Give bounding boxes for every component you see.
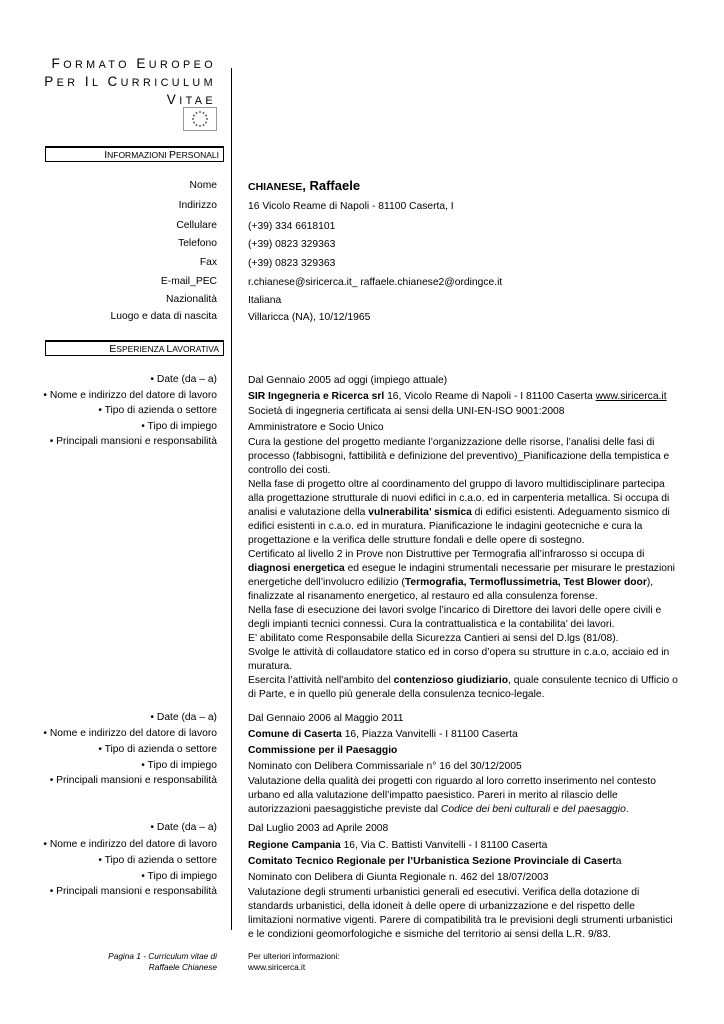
- job3-duties: Valutazione degli strumenti urbanistici generali ed esecutivi. Verifica della dotazione di standards urbanistici, della idoneit à delle opere di urbanizzazione e del rispetto delle limitazioni normative vigenti. Parere di compatibilità tra le previsioni degli strumenti urbanistici e le condizioni geomorfologiche e sismiche del territorio ai sensi della L.R. 9/83.: [248, 887, 673, 940]
- job2-duties-label: • Principali mansioni e responsabilità: [49, 775, 217, 786]
- job3-type-label: • Tipo di impiego: [141, 871, 217, 882]
- job1-sector-label: • Tipo di azienda o settore: [98, 405, 217, 416]
- email-value[interactable]: r.chianese@siricerca.it_ raffaele.chianese2@ordingce.it: [248, 277, 503, 288]
- job2-type: Nominato con Delibera Commissariale n° 16 del 30/12/2005: [248, 761, 522, 772]
- job1-type-label: • Tipo di impiego: [141, 421, 217, 432]
- job2-sector-label: • Tipo di azienda o settore: [98, 744, 217, 755]
- job1-employer: SIR Ingegneria e Ricerca srl 16, Vicolo Reame di Napoli - I 81100 Caserta www.siricerca.it: [248, 391, 667, 402]
- job1-date: Dal Gennaio 2005 ad oggi (impiego attuale): [248, 375, 448, 386]
- nationality-label: Nazionalità: [166, 294, 217, 305]
- job2-employer-label: • Nome e indirizzo del datore di lavoro: [43, 728, 217, 739]
- job3-date-label: • Date (da – a): [150, 822, 217, 833]
- phone-value: (+39) 0823 329363: [248, 239, 336, 250]
- job1-date-label: • Date (da – a): [150, 374, 217, 385]
- employer-website-link[interactable]: www.siricerca.it: [595, 391, 667, 402]
- nationality-value: Italiana: [248, 295, 282, 306]
- job2-duties: Valutazione della qualità dei progetti con riguardo al loro corretto inserimento nel contesto urbano ed alla valutazione dell’impatto paesistico. Pareri in merito al rilascio delle autorizzazioni paesaggistiche previste dal Codice dei beni culturali e del paesaggio.: [248, 776, 656, 815]
- job2-sector: Commissione per il Paesaggio: [248, 745, 398, 756]
- job3-sector: Comitato Tecnico Regionale per l’Urbanistica Sezione Provinciale di Caserta: [248, 856, 622, 867]
- eu-flag-icon: [183, 107, 217, 131]
- full-name: CHIANESE, Raffaele: [248, 178, 361, 193]
- job2-date-label: • Date (da – a): [150, 712, 217, 723]
- cv-title-line3: VITAE: [166, 92, 216, 107]
- job2-employer: Comune di Caserta 16, Piazza Vanvitelli - I 81100 Caserta: [248, 729, 518, 740]
- address-label: Indirizzo: [178, 200, 217, 211]
- job3-sector-label: • Tipo di azienda o settore: [98, 855, 217, 866]
- section-work-experience: ESPERIENZA LAVORATIVA: [45, 340, 224, 356]
- email-label: E-mail_PEC: [160, 276, 217, 287]
- footer-contact: Per ulteriori informazioni: www.siricerca.it: [248, 951, 340, 972]
- fax-value: (+39) 0823 329363: [248, 258, 336, 269]
- job1-duties: Cura la gestione del progetto mediante l’organizzazione delle risorse, l’analisi delle fasi di processo (fabbisogni, fattibilità e definizione del preventivo)_Pianificazione della tempistica e controllo dei costi. Nella fase di progetto oltre al coordinamento del gruppo di lavoro multidisciplinare partecipa alla progettazione strutturale di nuovi edifici in c.a.o. ed in carpenteria metallica. Si occupa di analisi e valutazione della vulnerabilita’ sismica di edifici esistenti. Adeguamento sismico di edifici esistenti in c.a.o. ed in muratura. Pianificazione le indagini geotecniche e cura la progettazione e la verifica delle strutture fondali e delle opere di sostegno. Certificato al livello 2 in Prove non Distruttive per Termografia all’infrarosso si occupa di diagnosi energetica ed esegue le indagini strumentali necessarie per misurare le prestazioni energetiche dell’involucro edilizio (Termografia, Termoflussimetria, Test Blower door), finalizzate al risanamento energetico, al restauro ed alla consulenza forense. Nella fase di esecuzione dei lavori svolge l’incarico di Direttore dei lavori delle opere civili e degli impianti tecnici connessi. Cura la contrattualistica e la contabilita’ dei lavori. E’ abilitato come Responsabile della Sicurezza Cantieri ai sensi del D.lgs (81/08). Svolge le attività di collaudatore statico ed in corso d’opera su strutture in c.a.o, acciaio ed in muratura. Esercita l’attività nell'ambito del contenzioso giudiziario, quale consulente tecnico di Ufficio o di Parte, e in quello più generale della consulenza tecnico-legale.: [248, 437, 678, 700]
- job3-duties-label: • Principali mansioni e responsabilità: [49, 886, 217, 897]
- cv-title-line1: FORMATO EUROPEO: [51, 56, 216, 71]
- job3-employer-label: • Nome e indirizzo del datore di lavoro: [43, 839, 217, 850]
- job2-type-label: • Tipo di impiego: [141, 760, 217, 771]
- job3-type: Nominato con Delibera di Giunta Regionale n. 462 del 18/07/2003: [248, 872, 549, 883]
- mobile-value: (+39) 334 6618101: [248, 221, 336, 232]
- section-personal-info: INFORMAZIONI PERSONALI: [45, 146, 224, 162]
- cv-title-line2: PER IL CURRICULUM: [44, 74, 216, 89]
- job1-sector: Società di ingegneria certificata ai sensi della UNI-EN-ISO 9001:2008: [248, 406, 565, 417]
- mobile-label: Cellulare: [176, 220, 217, 231]
- birth-label: Luogo e data di nascita: [110, 311, 217, 322]
- job3-employer: Regione Campania 16, Via C. Battisti Vanvitelli - I 81100 Caserta: [248, 840, 548, 851]
- address-value: 16 Vicolo Reame di Napoli - 81100 Caserta, I: [248, 201, 454, 212]
- birth-value: Villaricca (NA), 10/12/1965: [248, 312, 371, 323]
- fax-label: Fax: [199, 257, 217, 268]
- job2-date: Dal Gennaio 2006 al Maggio 2011: [248, 713, 404, 724]
- job1-employer-label: • Nome e indirizzo del datore di lavoro: [43, 390, 217, 401]
- footer-website-link[interactable]: www.siricerca.it: [248, 962, 306, 972]
- footer-page-info: Pagina 1 - Curriculum vitae di Raffaele Chianese: [108, 951, 217, 972]
- name-label: Nome: [189, 180, 217, 191]
- job3-date: Dal Luglio 2003 ad Aprile 2008: [248, 823, 389, 834]
- job1-duties-label: • Principali mansioni e responsabilità: [49, 436, 217, 447]
- vertical-divider: [231, 68, 232, 930]
- job1-type: Amministratore e Socio Unico: [248, 422, 384, 433]
- phone-label: Telefono: [178, 238, 217, 249]
